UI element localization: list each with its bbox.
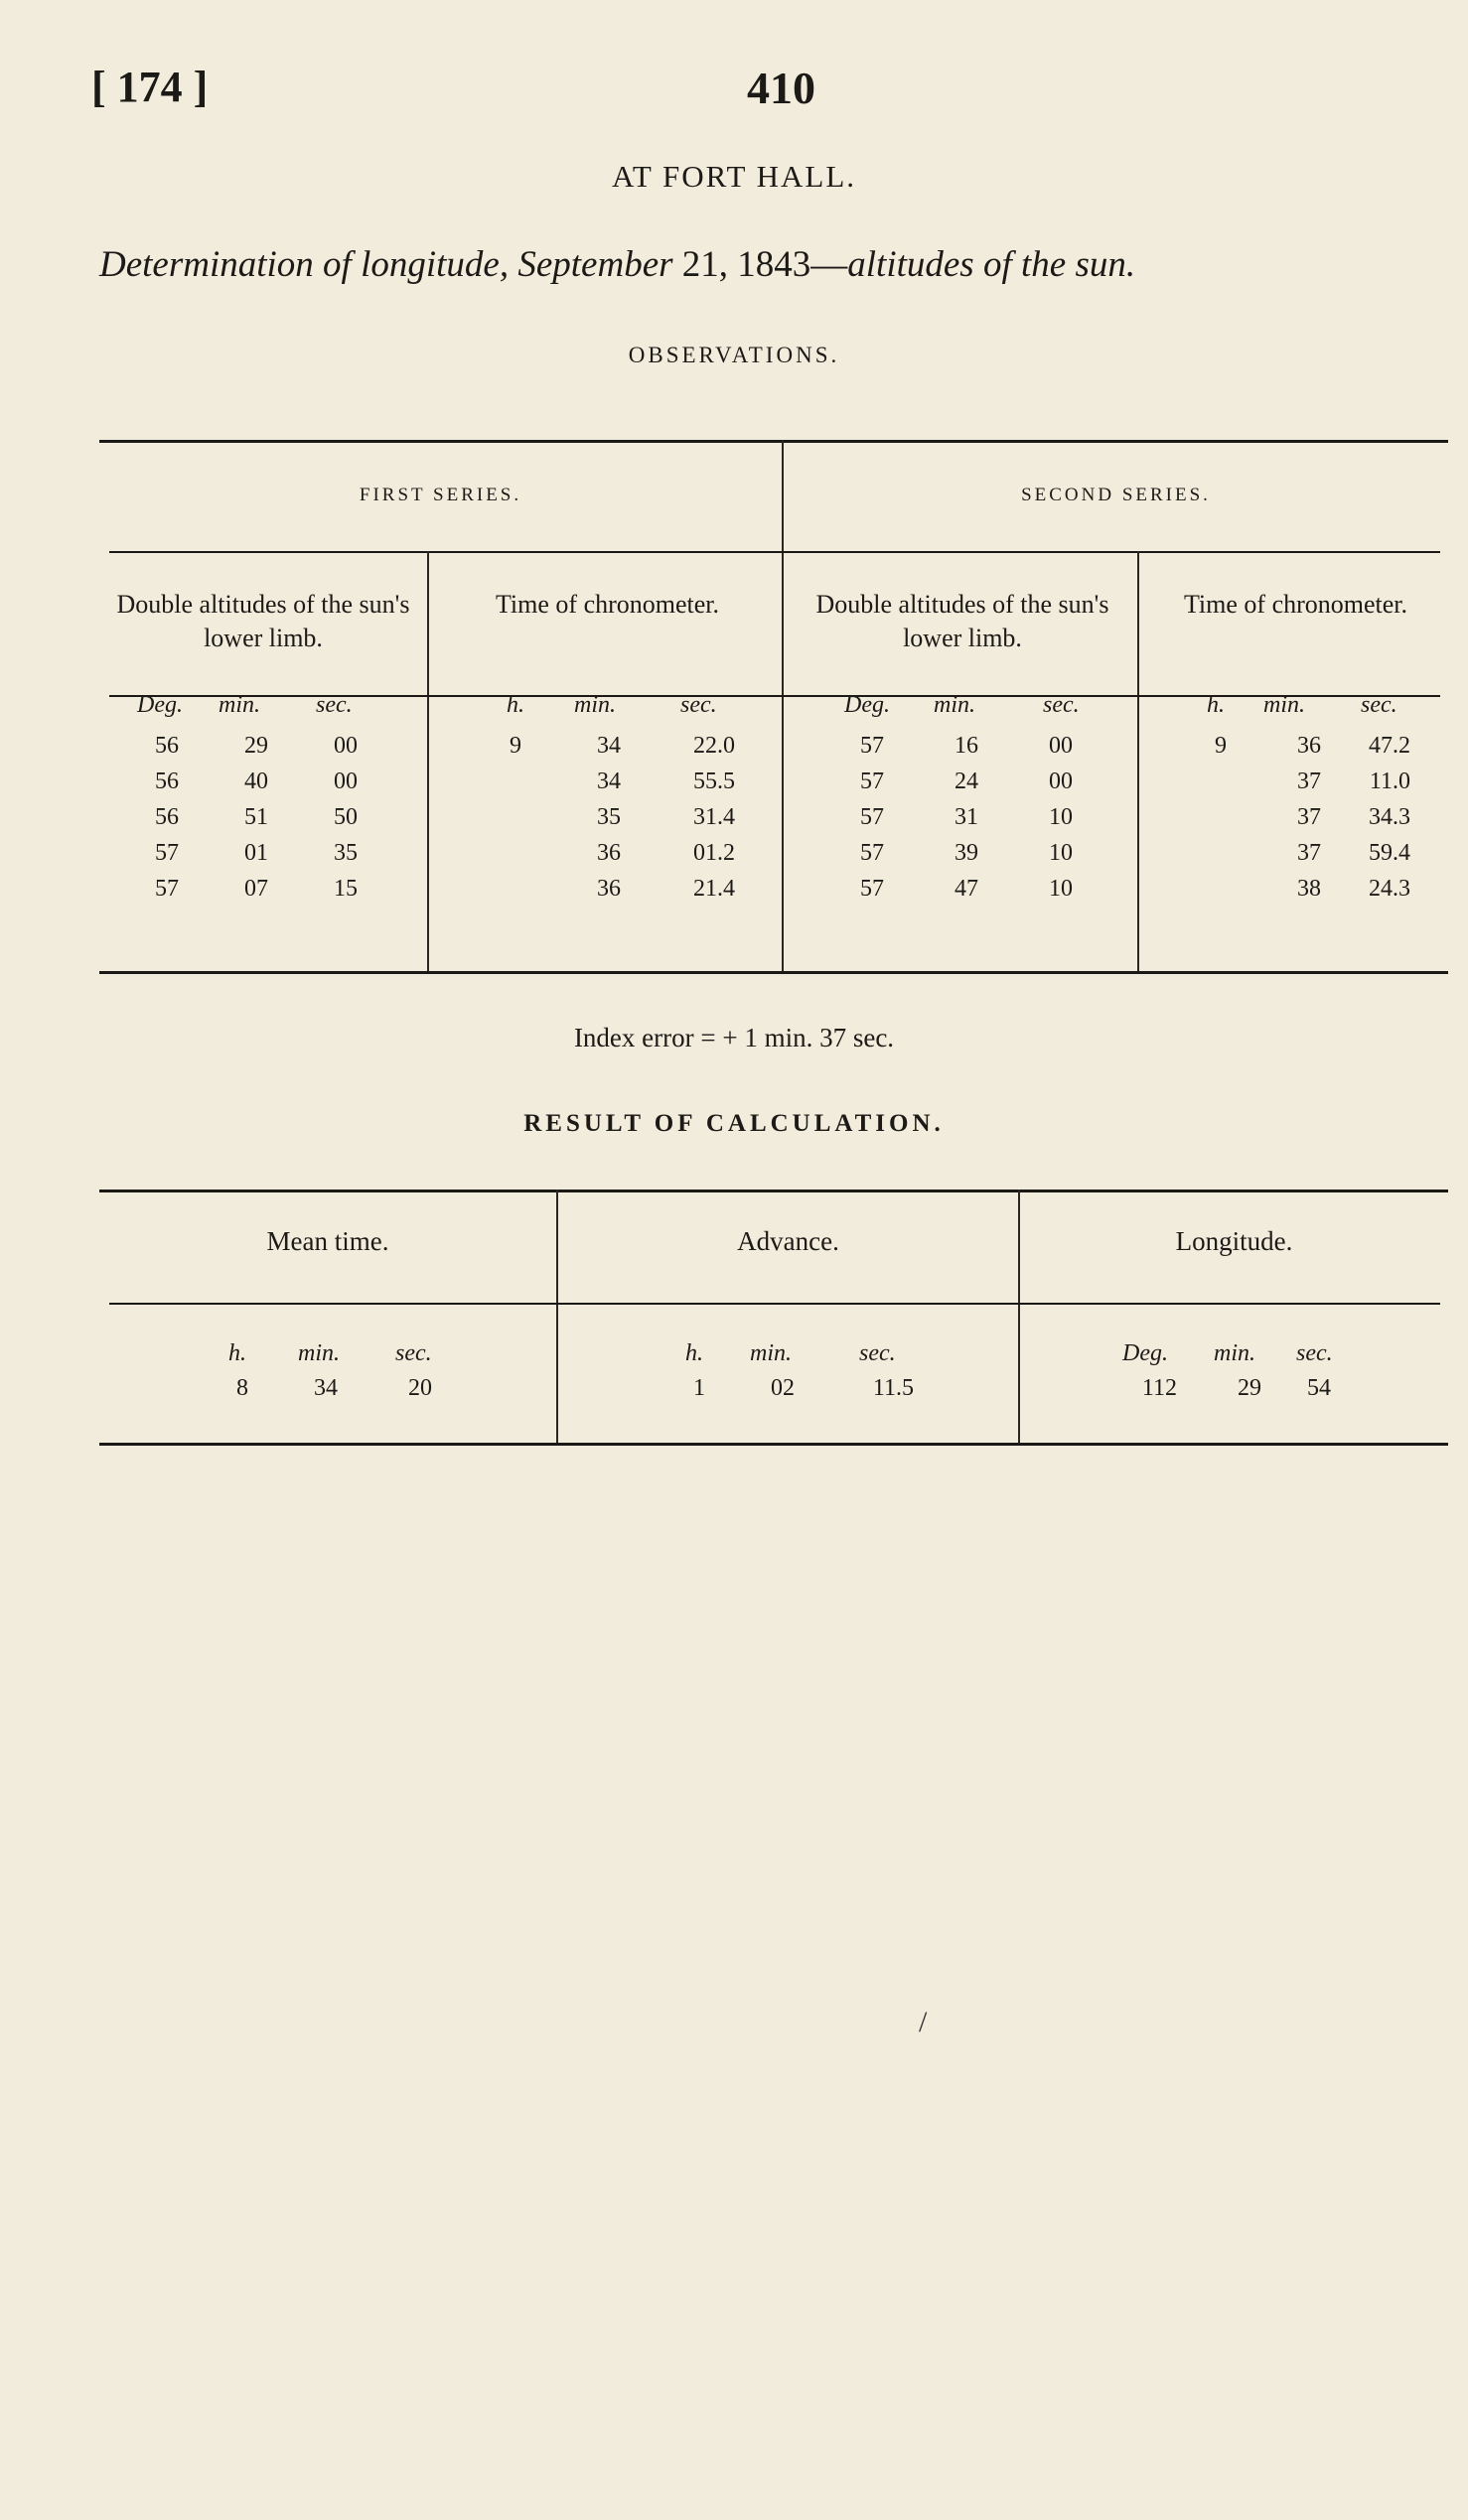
second-altitudes-header: Double altitudes of the sun's lower limb.	[815, 590, 1109, 652]
first-series-t-sec: 01.2	[693, 840, 735, 866]
longitude-header: Longitude.	[1175, 1226, 1293, 1256]
series-divider	[782, 440, 784, 971]
first-series-t-min: 36	[597, 840, 621, 866]
second-series-min: 16	[954, 733, 978, 759]
first-series-t-min: 36	[597, 876, 621, 902]
longitude-sec: 54	[1307, 1375, 1331, 1401]
page-title	[99, 243, 1135, 286]
second-series-deg: 57	[860, 733, 884, 759]
second-series-t-sec: 47.2	[1369, 733, 1410, 759]
result-heading: RESULT OF CALCULATION.	[523, 1110, 945, 1137]
stray-mark: /	[919, 2006, 928, 2038]
second-series-sec: 10	[1049, 840, 1073, 866]
longitude-deg: 112	[1141, 1375, 1177, 1401]
first-series-sec: 35	[334, 840, 358, 866]
first-series-deg: 57	[155, 840, 179, 866]
unit-sec: sec.	[680, 692, 717, 718]
unit-min: min.	[1214, 1340, 1255, 1366]
index-error: Index error = + 1 min. 37 sec.	[573, 1023, 895, 1052]
second-series-deg: 57	[860, 804, 884, 830]
mean-time-h: 8	[236, 1375, 248, 1401]
first-series-sec: 50	[334, 804, 358, 830]
unit-h: h.	[507, 692, 524, 718]
first-series-t-h: 9	[510, 733, 521, 759]
second-series-min: 24	[954, 769, 978, 794]
result-bottom-rule	[99, 1443, 1448, 1446]
first-series-sec: 00	[334, 733, 358, 759]
first-series-deg: 56	[155, 804, 179, 830]
unit-h: h.	[228, 1340, 246, 1366]
second-series-heading: SECOND SERIES.	[1021, 485, 1211, 505]
second-series-min: 31	[954, 804, 978, 830]
advance-sec: 11.5	[872, 1375, 914, 1401]
first-series-min: 29	[244, 733, 268, 759]
first-series-t-min: 34	[597, 769, 621, 794]
title-part-1: Determination of longitude, September	[99, 244, 673, 285]
unit-min: min.	[219, 692, 260, 718]
second-series-t-sec: 24.3	[1369, 876, 1410, 902]
first-series-t-sec: 31.4	[693, 804, 735, 830]
second-series-t-sec: 59.4	[1369, 840, 1410, 866]
second-series-t-min: 36	[1297, 733, 1321, 759]
first-series-min: 51	[244, 804, 268, 830]
second-series-t-min: 37	[1297, 769, 1321, 794]
first-series-deg: 56	[155, 769, 179, 794]
unit-deg: Deg.	[844, 692, 890, 718]
original-page-number: 410	[747, 63, 815, 113]
header-rule	[109, 695, 1440, 697]
unit-min: min.	[750, 1340, 792, 1366]
advance-header: Advance.	[737, 1226, 839, 1256]
unit-sec: sec.	[316, 692, 353, 718]
second-series-t-min: 37	[1297, 804, 1321, 830]
unit-sec: sec.	[395, 1340, 432, 1366]
second-series-sec: 00	[1049, 733, 1073, 759]
first-series-sec: 00	[334, 769, 358, 794]
first-series-deg: 56	[155, 733, 179, 759]
first-series-t-min: 34	[597, 733, 621, 759]
second-time-header: Time of chronometer.	[1183, 590, 1408, 619]
unit-h: h.	[1207, 692, 1225, 718]
second-series-sec: 00	[1049, 769, 1073, 794]
unit-min: min.	[934, 692, 975, 718]
unit-min: min.	[1263, 692, 1305, 718]
first-series-t-sec: 21.4	[693, 876, 735, 902]
second-series-min: 39	[954, 840, 978, 866]
unit-sec: sec.	[1296, 1340, 1333, 1366]
unit-min: min.	[298, 1340, 340, 1366]
first-time-header: Time of chronometer.	[495, 590, 720, 619]
unit-sec: sec.	[1361, 692, 1397, 718]
second-series-sec: 10	[1049, 876, 1073, 902]
second-series-deg: 57	[860, 840, 884, 866]
table-bottom-rule	[99, 971, 1448, 974]
first-series-t-sec: 55.5	[693, 769, 735, 794]
first-series-min: 07	[244, 876, 268, 902]
series-rule	[109, 551, 1440, 553]
title-part-2: 21, 1843—	[672, 244, 848, 285]
first-altitudes-header: Double altitudes of the sun's lower limb.	[116, 590, 410, 652]
bracketed-page-number: [ 174 ]	[91, 63, 209, 111]
first-series-deg: 57	[155, 876, 179, 902]
mean-time-min: 34	[314, 1375, 338, 1401]
unit-sec: sec.	[859, 1340, 896, 1366]
first-series-t-min: 35	[597, 804, 621, 830]
second-series-t-min: 38	[1297, 876, 1321, 902]
unit-min: min.	[574, 692, 616, 718]
mean-time-header: Mean time.	[266, 1226, 389, 1256]
advance-min: 02	[771, 1375, 795, 1401]
unit-h: h.	[685, 1340, 703, 1366]
first-series-min: 40	[244, 769, 268, 794]
second-series-deg: 57	[860, 769, 884, 794]
mean-time-sec: 20	[408, 1375, 432, 1401]
table-top-rule	[99, 440, 1448, 443]
second-series-deg: 57	[860, 876, 884, 902]
second-series-sec: 10	[1049, 804, 1073, 830]
second-col-divider	[1137, 551, 1139, 971]
location-heading: AT FORT HALL.	[611, 159, 857, 194]
second-series-t-min: 37	[1297, 840, 1321, 866]
second-series-min: 47	[954, 876, 978, 902]
first-col-divider	[427, 551, 429, 971]
second-series-t-h: 9	[1215, 733, 1227, 759]
first-series-t-sec: 22.0	[693, 733, 735, 759]
second-series-t-sec: 34.3	[1369, 804, 1410, 830]
observations-heading: OBSERVATIONS.	[628, 343, 840, 367]
unit-deg: Deg.	[1122, 1340, 1168, 1366]
title-part-3: altitudes of the sun.	[847, 244, 1136, 285]
advance-h: 1	[693, 1375, 705, 1401]
unit-sec: sec.	[1043, 692, 1080, 718]
longitude-min: 29	[1238, 1375, 1261, 1401]
first-series-sec: 15	[334, 876, 358, 902]
unit-deg: Deg.	[137, 692, 183, 718]
result-header-rule	[109, 1303, 1440, 1305]
first-series-min: 01	[244, 840, 268, 866]
result-top-rule	[99, 1190, 1448, 1192]
second-series-t-sec: 11.0	[1369, 769, 1410, 794]
first-series-heading: FIRST SERIES.	[359, 485, 522, 505]
